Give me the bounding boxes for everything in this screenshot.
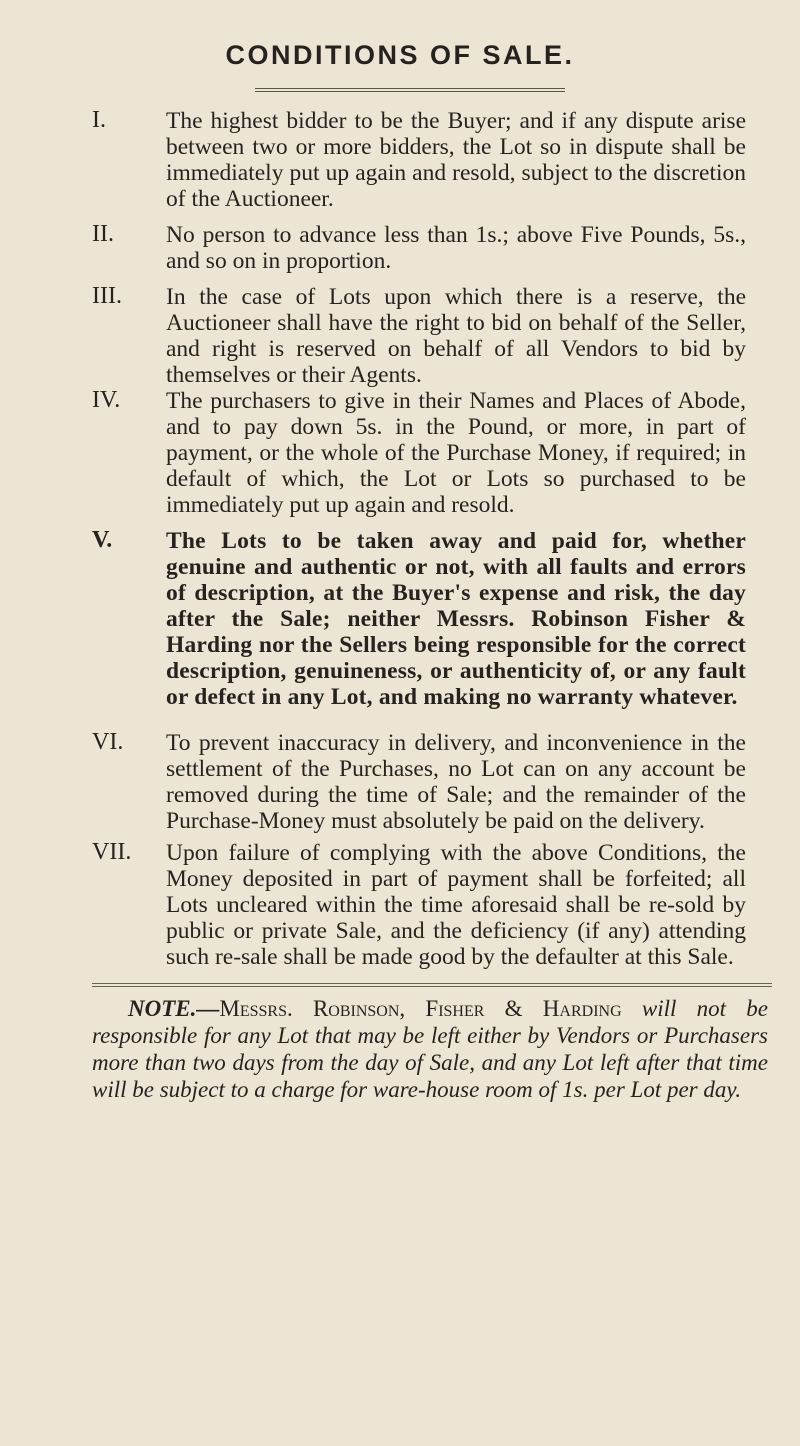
condition-text: To prevent inaccuracy in delivery, and inconvenience in the settlement of the Purchases, no Lot can on any account be removed during the time of Sale; and the remainder of the Purchase-Money must absolutely be paid on the delivery. (166, 730, 746, 834)
condition-number: III. (92, 283, 122, 309)
condition-text: The Lots to be taken away and paid for, whether genuine and authentic or not, with all faults and errors of description, at the Buyer's expense and risk, the day after the Sale; neither Messrs. Robinson Fisher & Harding nor the Sellers being responsible for the correct description, genuineness, or authenticity of, or any fault or defect in any Lot, and making no warranty whatever. (166, 528, 746, 710)
note-lead: NOTE.— (128, 996, 220, 1021)
condition-text: In the case of Lots upon which there is a reserve, the Auctioneer shall have the right to bid on behalf of the Seller, and right is reserved on behalf of all Vendors to bid by themselves or their Agents. (166, 284, 746, 388)
title-divider (255, 88, 565, 92)
note-divider (92, 983, 772, 987)
page-title: CONDITIONS OF SALE. (225, 40, 575, 70)
condition-number: VII. (92, 839, 132, 865)
condition-text: The purchasers to give in their Names and Places of Abode, and to pay down 5s. in the Pound, or more, in part of payment, or the whole of the Purchase Money, if required; in default of which, the Lot or Lots so purchased to be immediately put up again and resold. (166, 388, 746, 518)
note-paragraph (92, 995, 768, 1103)
condition-number: VI. (92, 729, 124, 755)
condition-number: IV. (92, 387, 121, 413)
condition-text: Upon failure of complying with the above Conditions, the Money deposited in part of payment shall be forfeited; all Lots uncleared within the time aforesaid shall be re-sold by public or private Sale, and the deficiency (if any) attending such re-sale shall be made good by the defaulter at this Sale. (166, 840, 746, 970)
condition-number: II. (92, 221, 114, 247)
note-text: will not be responsible for any Lot that may be left either by Vendors or Purchasers more than two days from the day of Sale, and any Lot left after that time will be subject to a charge for ware-house room of 1s. per Lot per day. (92, 996, 768, 1102)
condition-text: The highest bidder to be the Buyer; and if any dispute arise between two or more bidders, the Lot so in dispute shall be immediately put up again and resold, subject to the discretion of the Auctioneer. (166, 108, 746, 212)
condition-number: V. (92, 527, 113, 553)
condition-text: No person to advance less than 1s.; above Five Pounds, 5s., and so on in proportion. (166, 222, 746, 274)
condition-number: I. (92, 107, 106, 133)
auctioneer-names: Messrs. Robinson, Fisher & Harding (219, 996, 622, 1021)
